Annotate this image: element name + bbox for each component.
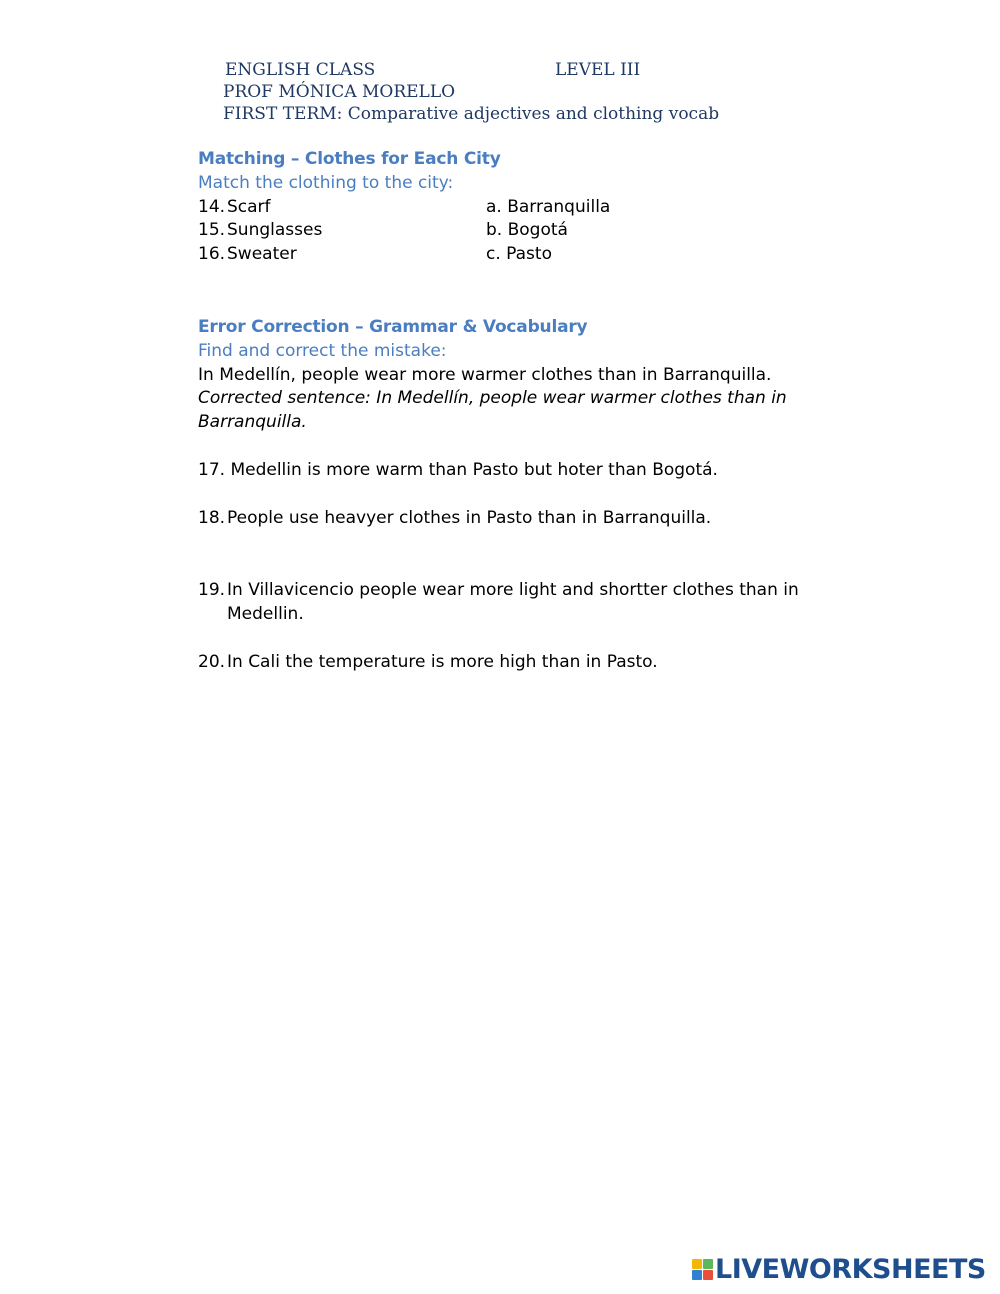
item-number: 15.: [198, 220, 226, 240]
term-label: FIRST TERM: Comparative adjectives and clothing vocab: [223, 104, 720, 124]
item-number: 17.: [198, 460, 226, 480]
city-option: b. Bogotá: [486, 220, 568, 240]
error-item-continuation: Medellin.: [227, 604, 304, 624]
item-number: 16.: [198, 244, 226, 264]
item-text: In Cali the temperature is more high than in Pasto.: [227, 652, 658, 672]
error-item: [198, 580, 799, 600]
item-number: 20.: [198, 652, 226, 672]
error-item: [198, 508, 711, 528]
error-correction-title: Error Correction – Grammar & Vocabulary: [198, 317, 588, 337]
city-option: c. Pasto: [486, 244, 552, 264]
item-text: Medellin is more warm than Pasto but hoter than Bogotá.: [225, 460, 718, 480]
professor-label: PROF MÓNICA MORELLO: [223, 82, 456, 102]
item-number: 19.: [198, 580, 226, 600]
item-text: People use heavyer clothes in Pasto than in Barranquilla.: [227, 508, 712, 528]
corrected-sentence-line2: Barranquilla.: [198, 412, 307, 432]
item-number: 18.: [198, 508, 226, 528]
logo-icon: [692, 1259, 713, 1280]
logo-text: LIVEWORKSHEETS: [715, 1253, 986, 1285]
item-text: In Villavicencio people wear more light and shortter clothes than in: [227, 580, 799, 600]
item-number: 14.: [198, 197, 226, 217]
liveworksheets-logo: [692, 1252, 986, 1286]
matching-item: [198, 244, 297, 264]
level-label: LEVEL III: [555, 60, 641, 80]
corrected-sentence-line1: Corrected sentence: In Medellín, people wear warmer clothes than in: [198, 388, 787, 408]
error-item: [198, 460, 718, 480]
item-text: Sunglasses: [227, 220, 323, 240]
matching-title: Matching – Clothes for Each City: [198, 149, 501, 169]
class-label: ENGLISH CLASS: [225, 60, 376, 80]
matching-item: [198, 220, 322, 240]
example-sentence: In Medellín, people wear more warmer clothes than in Barranquilla.: [198, 365, 772, 385]
city-option: a. Barranquilla: [486, 197, 611, 217]
error-correction-instruction: Find and correct the mistake:: [198, 341, 447, 361]
matching-item: [198, 197, 271, 217]
item-text: Scarf: [227, 197, 271, 217]
matching-instruction: Match the clothing to the city:: [198, 173, 454, 193]
error-item: [198, 652, 658, 672]
item-text: Sweater: [227, 244, 297, 264]
